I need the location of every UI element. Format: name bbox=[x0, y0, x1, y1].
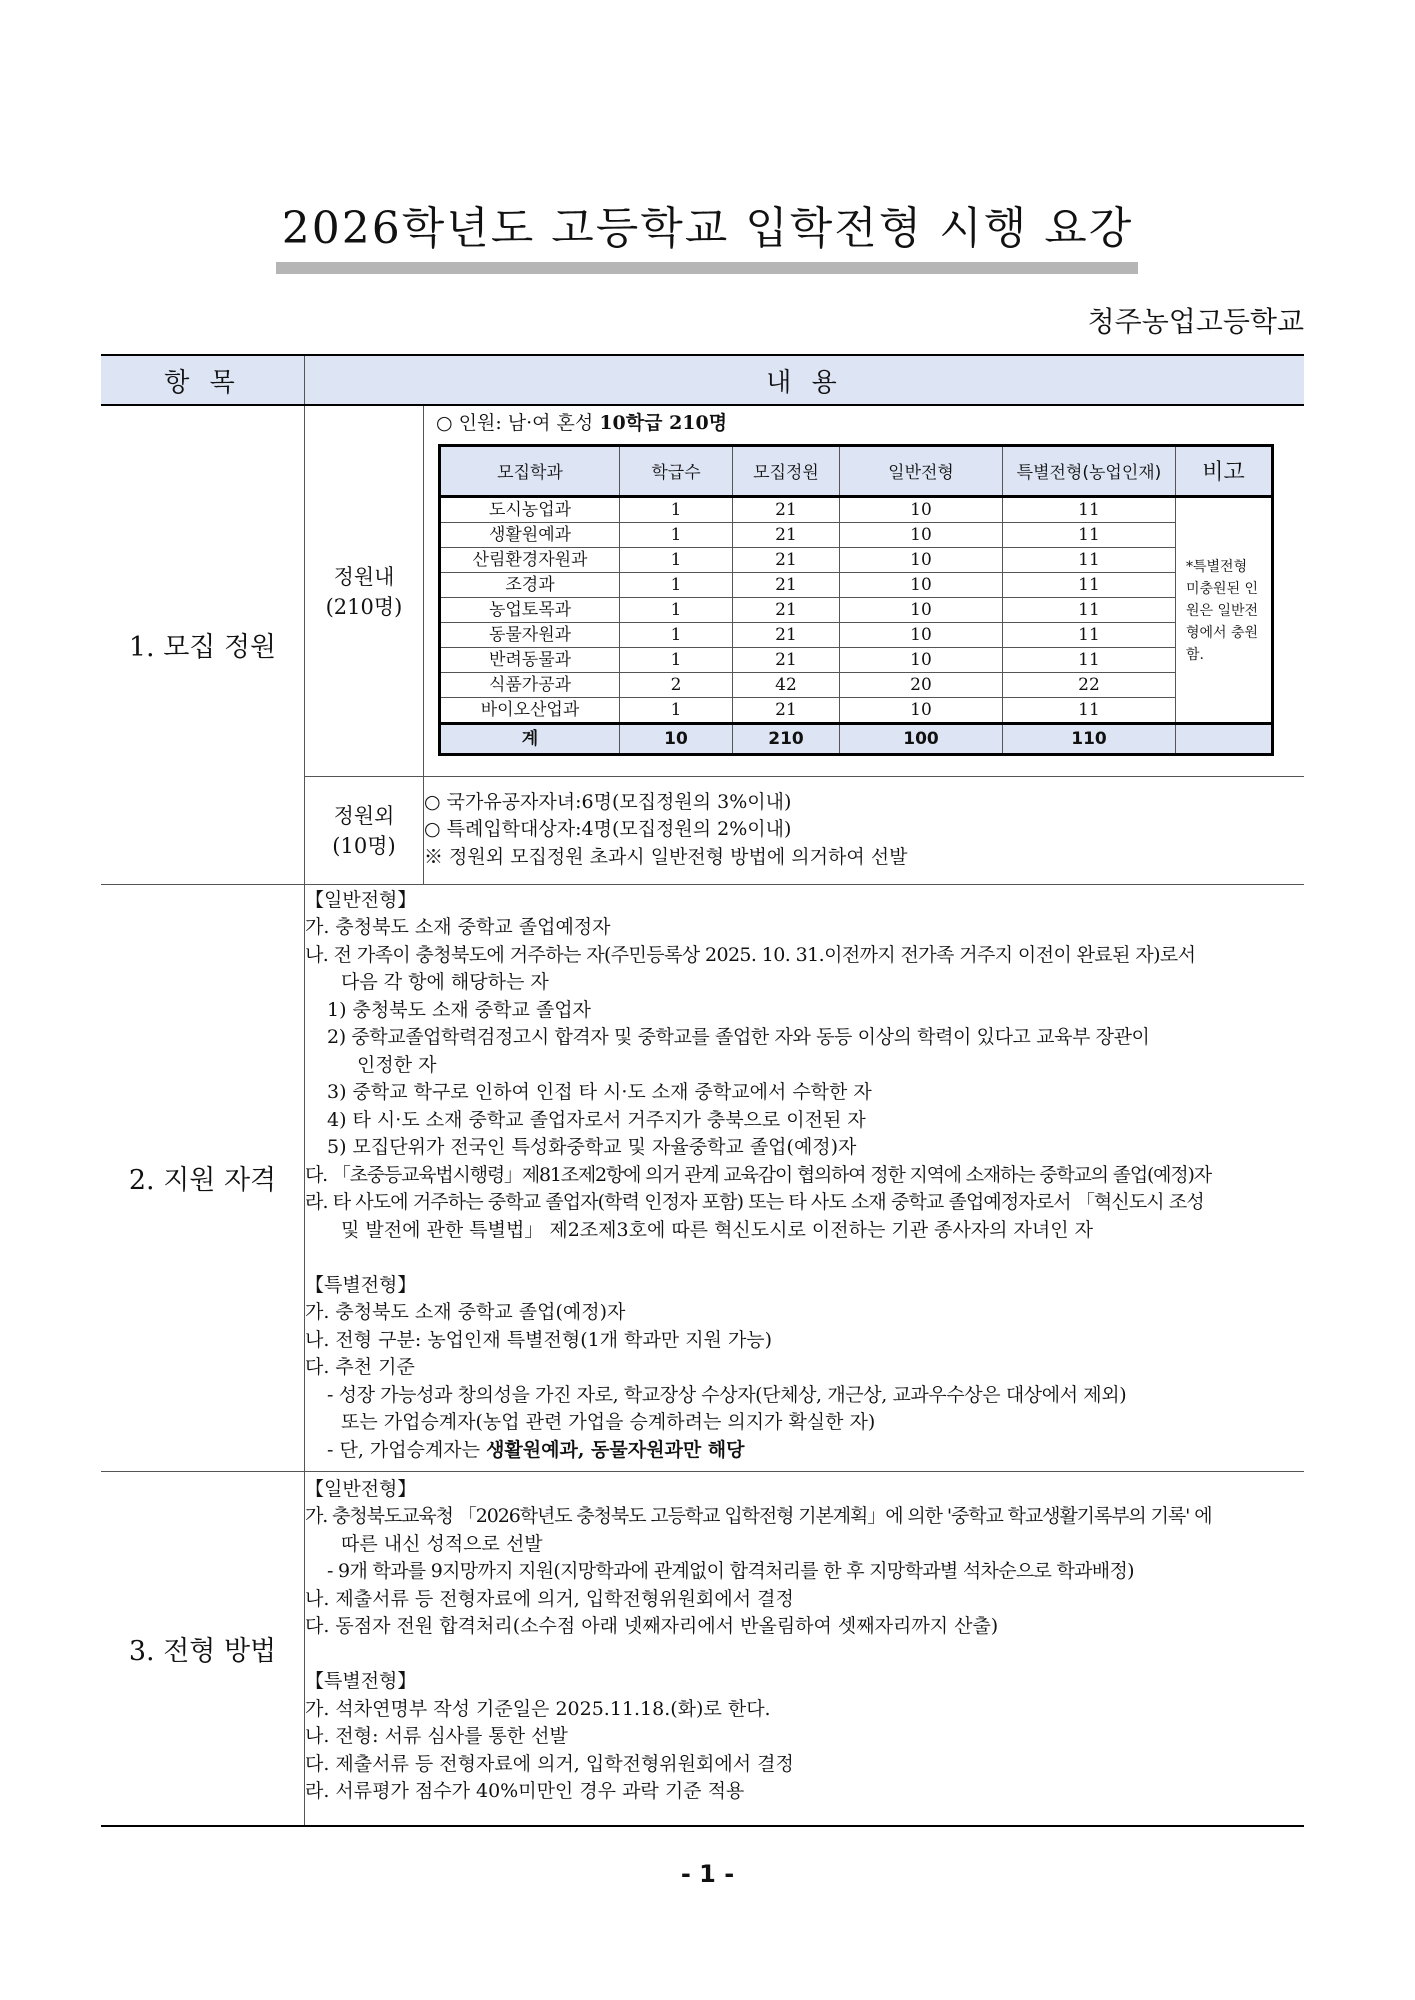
table-cell: 산림환경자원과 bbox=[440, 547, 620, 572]
text-line: 나. 제출서류 등 전형자료에 의거, 입학전형위원회에서 결정 bbox=[305, 1587, 794, 1610]
header-content: 내 용 bbox=[305, 355, 1305, 405]
summary-bold: 10학급 210명 bbox=[599, 412, 728, 434]
page-number: - 1 - bbox=[680, 1860, 735, 1888]
section3-content bbox=[305, 1471, 1305, 1826]
text-line: - 성장 가능성과 창의성을 가진 자로, 학교장상 수상자(단체상, 개근상, 교과우수상은 대상에서 제외) bbox=[327, 1383, 1127, 1406]
text-line: 다음 각 항에 해당하는 자 bbox=[341, 971, 549, 993]
table-row bbox=[440, 622, 1273, 647]
text-line: 가. 충청북도 소재 중학교 졸업(예정)자 bbox=[305, 1301, 626, 1323]
quota-out-content bbox=[424, 776, 1305, 884]
table-cell: 농업토목과 bbox=[440, 597, 620, 622]
general-title: 【일반전형】 bbox=[305, 888, 417, 911]
table-cell: 동물자원과 bbox=[440, 622, 620, 647]
text-line: 2) 중학교졸업학력검정고시 합격자 및 중학교를 졸업한 자와 동등 이상의 학력이 있다고 교육부 장관이 bbox=[327, 1026, 1150, 1048]
table-row bbox=[440, 597, 1273, 622]
table-cell: 식품가공과 bbox=[440, 672, 620, 697]
table-cell: 1 bbox=[620, 572, 733, 597]
section2-label: 2. 지원 자격 bbox=[101, 884, 305, 1471]
table-cell: 11 bbox=[1003, 572, 1176, 597]
total-cell: 계 bbox=[440, 723, 620, 754]
table-cell: 11 bbox=[1003, 597, 1176, 622]
table-cell: 21 bbox=[733, 522, 840, 547]
total-cell: 10 bbox=[620, 723, 733, 754]
table-cell: 1 bbox=[620, 697, 733, 723]
section2-content bbox=[305, 884, 1305, 1471]
table-row bbox=[440, 647, 1273, 672]
table-cell: 반려동물과 bbox=[440, 647, 620, 672]
text-line: 가. 충청북도교육청 「2026학년도 충청북도 고등학교 입학전형 기본계획」에 의한 '중학교 학교생활기록부의 기록' 에 bbox=[305, 1505, 1212, 1527]
section1-label: 1. 모집 정원 bbox=[101, 405, 305, 884]
table-cell: 10 bbox=[840, 697, 1003, 723]
total-cell: 110 bbox=[1003, 723, 1176, 754]
text-line: 나. 전 가족이 충청북도에 거주하는 자(주민등록상 2025. 10. 31.이전까지 전가족 거주지 이전이 완료된 자)로서 bbox=[305, 943, 1196, 966]
text-line: 또는 가업승계자(농업 관련 가업을 승계하려는 의지가 확실한 자) bbox=[341, 1411, 876, 1433]
table-cell: 11 bbox=[1003, 647, 1176, 672]
text-line: 따른 내신 성적으로 선발 bbox=[341, 1532, 543, 1555]
table-row bbox=[440, 547, 1273, 572]
quota-out-label: 정원외 (10명) bbox=[305, 776, 424, 884]
table-row bbox=[440, 572, 1273, 597]
school-name: 청주농업고등학교 bbox=[1087, 305, 1304, 338]
table-cell: 바이오산업과 bbox=[440, 697, 620, 723]
table-cell: 21 bbox=[733, 697, 840, 723]
quota-out-line: ※ 정원외 모집정원 초과시 일반전형 방법에 의거하여 선발 bbox=[424, 845, 908, 868]
th-dept: 모집학과 bbox=[440, 445, 620, 496]
quota-in-label: 정원내 (210명) bbox=[305, 405, 424, 776]
table-row bbox=[440, 522, 1273, 547]
table-cell: 도시농업과 bbox=[440, 496, 620, 522]
table-cell: 11 bbox=[1003, 697, 1176, 723]
table-cell: 1 bbox=[620, 547, 733, 572]
text-line: 및 발전에 관한 특별법」 제2조제3호에 따른 혁신도시로 이전하는 기관 종사자의 자녀인 자 bbox=[341, 1218, 1094, 1241]
table-cell: 10 bbox=[840, 647, 1003, 672]
text-line: 라. 서류평가 점수가 40%미만인 경우 과락 기준 적용 bbox=[305, 1780, 745, 1802]
total-cell: 210 bbox=[733, 723, 840, 754]
table-cell: 21 bbox=[733, 547, 840, 572]
text-line: 라. 타 사도에 거주하는 중학교 졸업자(학력 인정자 포함) 또는 타 사도 소재 중학교 졸업예정자로서 「혁신도시 조성 bbox=[305, 1191, 1204, 1213]
table-cell: 생활원예과 bbox=[440, 522, 620, 547]
note-cell: *특별전형 미충원된 인원은 일반전형에서 충원함. bbox=[1176, 496, 1273, 723]
table-cell: 1 bbox=[620, 647, 733, 672]
table-cell: 22 bbox=[1003, 672, 1176, 697]
table-row bbox=[440, 697, 1273, 723]
table-cell: 11 bbox=[1003, 522, 1176, 547]
table-cell: 1 bbox=[620, 522, 733, 547]
quota-out-line: ○ 특례입학대상자:4명(모집정원의 2%이내) bbox=[424, 818, 792, 841]
text-line: 다. 동점자 전원 합격처리(소수점 아래 넷째자리에서 반올림하여 셋째자리까지 산출) bbox=[305, 1615, 999, 1637]
table-cell: 10 bbox=[840, 547, 1003, 572]
text-line: 4) 타 시·도 소재 중학교 졸업자로서 거주지가 충북으로 이전된 자 bbox=[327, 1108, 866, 1131]
th-classes: 학급수 bbox=[620, 445, 733, 496]
text-line: - 9개 학과를 9지망까지 지원(지망학과에 관계없이 합격처리를 한 후 지망학과별 석차순으로 학과배정) bbox=[327, 1560, 1134, 1582]
special-title: 【특별전형】 bbox=[305, 1670, 417, 1692]
general-title: 【일반전형】 bbox=[305, 1477, 417, 1500]
table-cell: 11 bbox=[1003, 547, 1176, 572]
text-line: 다. 「초중등교육법시행령」제81조제2항에 의거 관계 교육감이 협의하여 정한 지역에 소재하는 중학교의 졸업(예정)자 bbox=[305, 1163, 1211, 1186]
text-line: 인정한 자 bbox=[357, 1053, 437, 1076]
quota-in-content bbox=[424, 405, 1305, 776]
page-title: 2026학년도 고등학교 입학전형 시행 요강 bbox=[281, 203, 1134, 254]
text-line: 가. 석차연명부 작성 기준일은 2025.11.18.(화)로 한다. bbox=[305, 1697, 771, 1720]
table-cell: 1 bbox=[620, 496, 733, 522]
th-general: 일반전형 bbox=[840, 445, 1003, 496]
text-line: 나. 전형 구분: 농업인재 특별전형(1개 학과만 지원 가능) bbox=[305, 1328, 773, 1351]
table-cell: 10 bbox=[840, 597, 1003, 622]
table-cell: 11 bbox=[1003, 622, 1176, 647]
quota-out-line: ○ 국가유공자자녀:6명(모집정원의 3%이내) bbox=[424, 790, 792, 813]
text-line: 3) 중학교 학구로 인하여 인접 타 시·도 소재 중학교에서 수학한 자 bbox=[327, 1081, 872, 1103]
quota-table bbox=[438, 444, 1274, 756]
text-line: 다. 제출서류 등 전형자료에 의거, 입학전형위원회에서 결정 bbox=[305, 1752, 794, 1775]
text-line: 가. 충청북도 소재 중학교 졸업예정자 bbox=[305, 916, 611, 938]
table-row bbox=[440, 672, 1273, 697]
table-row bbox=[440, 496, 1273, 522]
table-cell: 42 bbox=[733, 672, 840, 697]
total-cell: 100 bbox=[840, 723, 1003, 754]
table-cell: 10 bbox=[840, 622, 1003, 647]
table-cell: 21 bbox=[733, 496, 840, 522]
table-cell: 21 bbox=[733, 622, 840, 647]
th-special: 특별전형(농업인재) bbox=[1003, 445, 1176, 496]
table-cell: 10 bbox=[840, 496, 1003, 522]
total-note-cell bbox=[1176, 723, 1273, 754]
th-quota: 모집정원 bbox=[733, 445, 840, 496]
table-cell: 21 bbox=[733, 647, 840, 672]
total-row bbox=[440, 723, 1273, 754]
header-item: 항 목 bbox=[101, 355, 305, 405]
text-line: 5) 모집단위가 전국인 특성화중학교 및 자율중학교 졸업(예정)자 bbox=[327, 1136, 857, 1158]
text-line: 1) 충청북도 소재 중학교 졸업자 bbox=[327, 998, 591, 1021]
th-note: 비고 bbox=[1176, 445, 1273, 496]
text-line: 나. 전형: 서류 심사를 통한 선발 bbox=[305, 1725, 568, 1747]
table-cell: 20 bbox=[840, 672, 1003, 697]
table-cell: 1 bbox=[620, 622, 733, 647]
table-cell: 1 bbox=[620, 597, 733, 622]
table-cell: 11 bbox=[1003, 496, 1176, 522]
table-cell: 21 bbox=[733, 572, 840, 597]
admission-table bbox=[101, 354, 1304, 1827]
table-cell: 2 bbox=[620, 672, 733, 697]
section3-label: 3. 전형 방법 bbox=[101, 1471, 305, 1826]
special-title: 【특별전형】 bbox=[305, 1273, 417, 1296]
table-cell: 조경과 bbox=[440, 572, 620, 597]
text-line: 다. 추천 기준 bbox=[305, 1356, 415, 1378]
summary-prefix: ○ 인원: 남·여 혼성 bbox=[436, 412, 600, 434]
table-cell: 10 bbox=[840, 572, 1003, 597]
title-underline bbox=[276, 262, 1138, 274]
text-line: - 단, 가업승계자는 생활원예과, 동물자원과만 해당 bbox=[327, 1438, 745, 1461]
table-cell: 10 bbox=[840, 522, 1003, 547]
table-cell: 21 bbox=[733, 597, 840, 622]
